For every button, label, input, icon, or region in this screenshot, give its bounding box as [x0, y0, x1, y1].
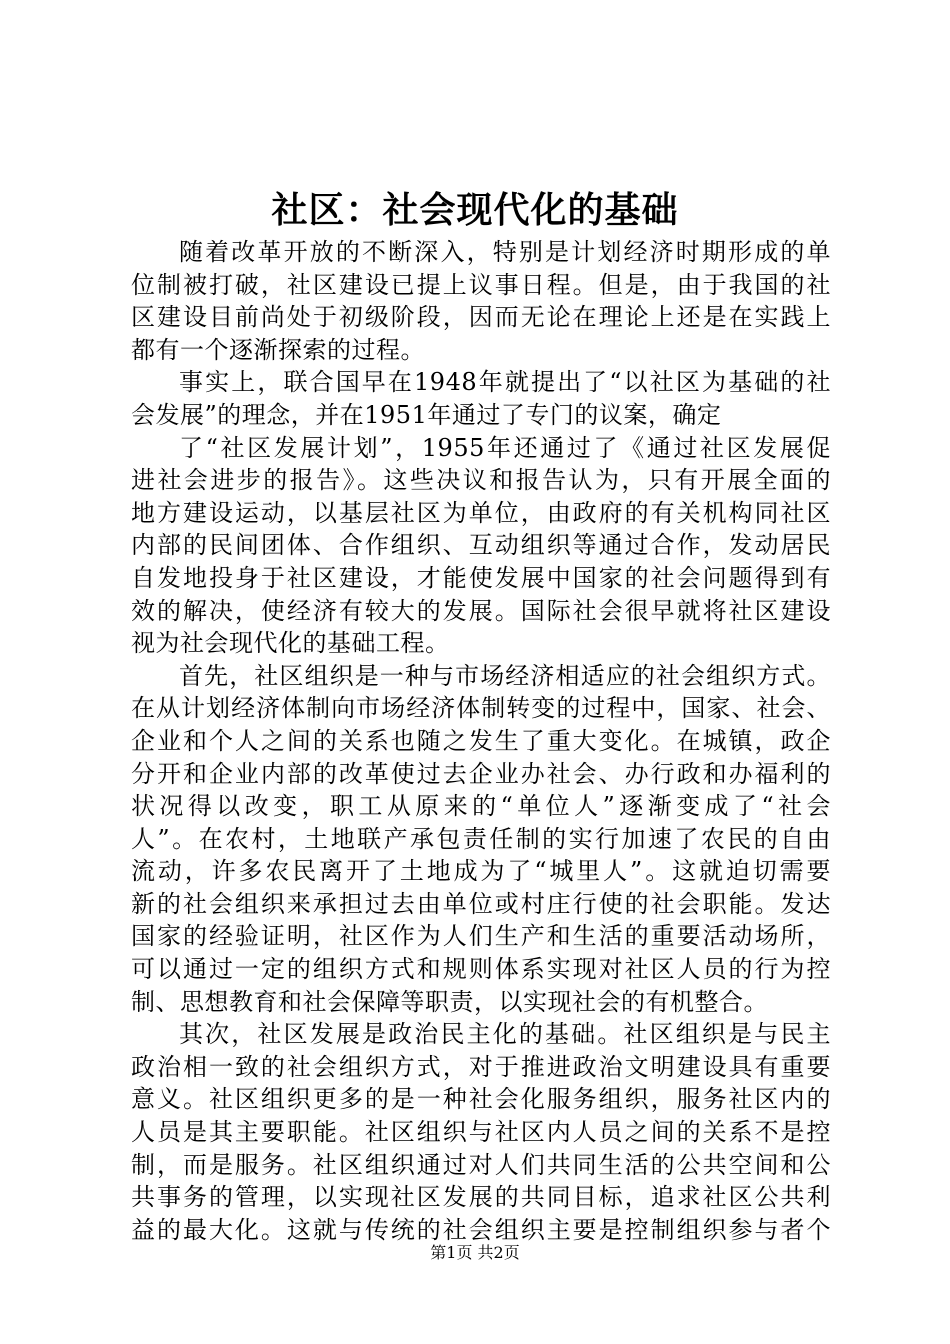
text-line: 政治相一致的社会组织方式，对于推进政治文明建设具有重要	[131, 1052, 831, 1081]
text-line: 了“社区发展计划”，1955年还通过了《通过社区发展促	[179, 433, 831, 462]
text-line: 制，而是服务。社区组织通过对人们共同生活的公共空间和公	[131, 1150, 831, 1179]
text-line: 企业和个人之间的关系也随之发生了重大变化。在城镇，政企	[131, 726, 831, 755]
text-line: 在从计划经济体制向市场经济体制转变的过程中，国家、社会、	[131, 694, 831, 723]
text-line: 其次，社区发展是政治民主化的基础。社区组织是与民主	[179, 1020, 831, 1049]
text-line: 效的解决，使经济有较大的发展。国际社会很早就将社区建设	[131, 596, 831, 625]
document-body	[131, 236, 831, 1246]
text-line: 益的最大化。这就与传统的社会组织主要是控制组织参与者个	[131, 1215, 831, 1244]
text-line: 流动，许多农民离开了土地成为了“城里人”。这就迫切需要	[131, 857, 831, 886]
text-line: 进社会进步的报告》。这些决议和报告认为，只有开展全面的	[131, 466, 831, 495]
text-line: 人”。在农村，土地联产承包责任制的实行加速了农民的自由	[131, 824, 831, 853]
text-line: 新的社会组织来承担过去由单位或村庄行使的社会职能。发达	[131, 889, 831, 918]
text-line: 共事务的管理，以实现社区发展的共同目标，追求社区公共利	[131, 1183, 831, 1212]
text-line: 人员是其主要职能。社区组织与社区内人员之间的关系不是控	[131, 1118, 831, 1147]
text-line: 自发地投身于社区建设，才能使发展中国家的社会问题得到有	[131, 563, 831, 592]
text-line: 首先，社区组织是一种与市场经济相适应的社会组织方式。	[179, 661, 831, 690]
text-line: 可以通过一定的组织方式和规则体系实现对社区人员的行为控	[131, 955, 831, 984]
text-line: 内部的民间团体、合作组织、互动组织等通过合作，发动居民	[131, 531, 831, 560]
text-line: 视为社会现代化的基础工程。	[131, 629, 450, 658]
page-title: 社区：社会现代化的基础	[271, 189, 679, 231]
page-footer: 第1页 共2页	[430, 1243, 520, 1262]
text-line: 国家的经验证明，社区作为人们生产和生活的重要活动场所，	[131, 922, 831, 951]
text-line: 随着改革开放的不断深入，特别是计划经济时期形成的单	[179, 238, 831, 266]
text-line: 位制被打破，社区建设已提上议事日程。但是，由于我国的社	[131, 270, 831, 299]
text-line: 区建设目前尚处于初级阶段，因而无论在理论上还是在实践上	[131, 303, 831, 332]
text-line: 意义。社区组织更多的是一种社会化服务组织，服务社区内的	[131, 1085, 831, 1114]
text-line: 状况得以改变，职工从原来的“单位人”逐渐变成了“社会	[131, 792, 831, 821]
text-line: 事实上，联合国早在1948年就提出了“以社区为基础的社	[179, 368, 831, 397]
text-line: 都有一个逐渐探索的过程。	[131, 335, 425, 364]
text-line: 分开和企业内部的改革使过去企业办社会、办行政和办福利的	[131, 759, 831, 788]
text-line: 制、思想教育和社会保障等职责，以实现社会的有机整合。	[131, 987, 768, 1016]
text-line: 会发展”的理念，并在1951年通过了专门的议案，确定	[131, 400, 722, 429]
text-line: 地方建设运动，以基层社区为单位，由政府的有关机构同社区	[131, 498, 831, 527]
